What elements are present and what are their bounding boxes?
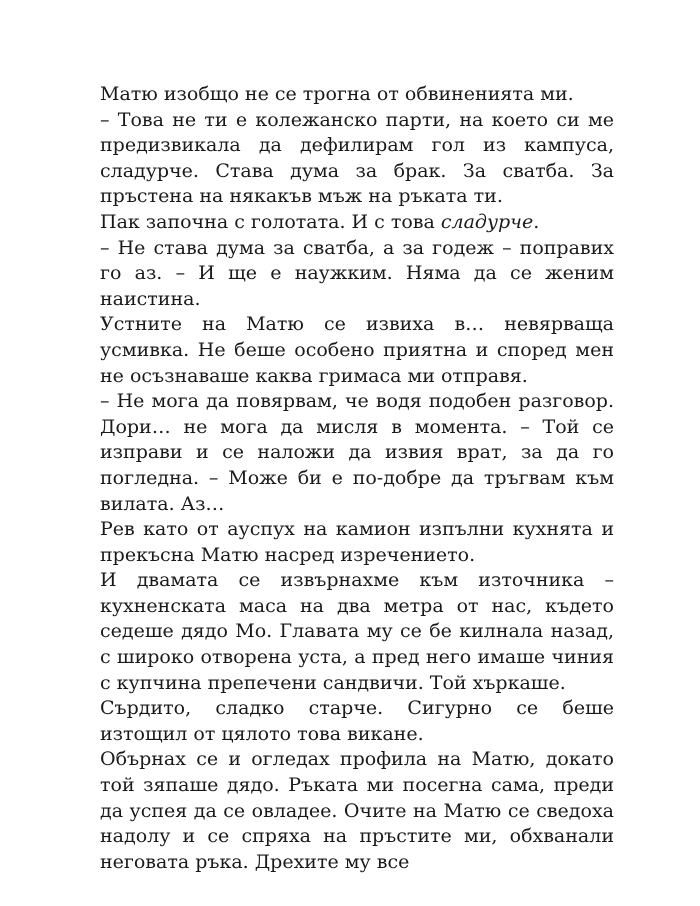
page-body [100, 82, 614, 875]
paragraph-8: И двамата се извърнахме към източника – кухненската маса на два метра от нас, където седеше дядо Мо. Главата му се бе килнала назад, с широко отворена уста, а пред него имаше чиния с купчина препечени сандвичи. Той хъркаше. [100, 569, 614, 694]
paragraph-3-emphasis: сладурче [440, 210, 534, 233]
paragraph-3 [100, 210, 614, 236]
paragraph-10: Обърнах се и огледах профила на Матю, докато той зяпаше дядо. Ръката ми посегна сама, преди да успея да се овладее. Очите на Матю се сведоха надолу и се спряха на пръстите ми, обхванали неговата ръка. Дрехите му все [100, 748, 614, 873]
paragraph-7: Рев като от ауспух на камион изпълни кухнята и прекъсна Матю насред изречението. [100, 518, 614, 566]
paragraph-3-before: Пак започна с голотата. И с това [100, 210, 441, 233]
paragraph-1: Матю изобщо не се трогна от обвиненията ми. [100, 83, 574, 105]
paragraph-5: Устните на Матю се извиха в… невярваща усмивка. Не беше особено приятна и според мен не осъзнаваше каква гримаса ми отправя. [100, 313, 614, 387]
paragraph-4: – Не става дума за сватба, а за годеж – поправих го аз. – И ще е наужким. Няма да се женим наистина. [100, 236, 614, 310]
paragraph-3-after: . [533, 210, 540, 233]
paragraph-6: – Не мога да повярвам, че водя подобен разговор. Дори… не мога да мисля в момента. – Той се изправи и се наложи да извия врат, за да го погледна. – Може би е по-добре да тръгвам към вилата. Аз… [100, 390, 614, 515]
paragraph-2: – Това не ти е колежанско парти, на което си ме предизвикала да дефилирам гол из кампуса, сладурче. Става дума за брак. За сватба. За пръстена на някакъв мъж на ръката ти. [100, 108, 614, 208]
paragraph-9: Сърдито, сладко старче. Сигурно се беше изтощил от цялото това викане. [100, 697, 614, 745]
